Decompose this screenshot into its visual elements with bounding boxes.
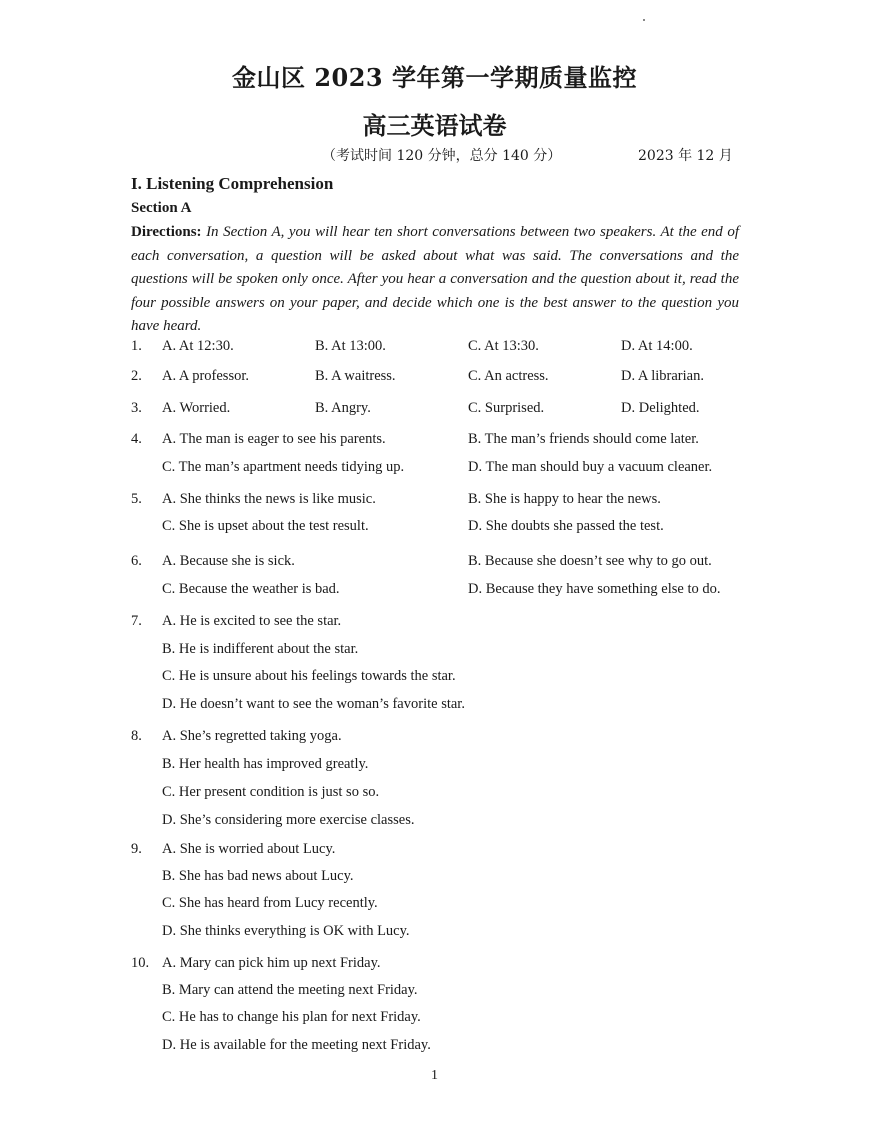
option-d: D. Delighted. [621, 400, 700, 416]
question-number: 8. [131, 728, 142, 744]
option-c: C. He is unsure about his feelings towards the star. [162, 668, 456, 684]
option-d: D. At 14:00. [621, 338, 693, 354]
option-c: C. He has to change his plan for next Friday. [162, 1009, 421, 1025]
question-number: 2. [131, 368, 142, 384]
option-d: D. She doubts she passed the test. [468, 518, 664, 534]
option-c: C. The man’s apartment needs tidying up. [162, 459, 405, 475]
option-a: A. At 12:30. [162, 338, 234, 354]
exam-date: 2023 年 12 月 [638, 148, 733, 164]
option-c: C. Her present condition is just so so. [162, 784, 380, 800]
option-d: D. Because they have something else to do. [468, 581, 721, 597]
exam-subtitle: 高三英语试卷 [362, 111, 507, 140]
exam-info: （考试时间 120 分钟，总分 140 分） [322, 148, 562, 164]
option-a: A. Because she is sick. [162, 553, 295, 569]
question-number: 5. [131, 491, 142, 507]
option-b: B. Angry. [315, 400, 371, 416]
directions-text: In Section A, you will hear ten short conversations between two speakers. At the end of each conversation, a question will be asked about what was said. The conversations and the questions will be spoken only once. After you hear a conversation and the question about it, read the four possible answers on your paper, and decide which one is the best answer to the question you have heard. [131, 224, 739, 334]
option-d: D. She’s considering more exercise classes. [162, 812, 415, 828]
directions-label: Directions: [131, 224, 202, 240]
question-number: 1. [131, 338, 142, 354]
option-b: B. He is indifferent about the star. [162, 641, 359, 657]
option-b: B. Mary can attend the meeting next Friday. [162, 982, 418, 998]
option-c: C. Surprised. [468, 400, 545, 416]
option-a: A. Worried. [162, 400, 231, 416]
option-c: C. An actress. [468, 368, 549, 384]
option-a: A. She’s regretted taking yoga. [162, 728, 342, 744]
option-a: A. She thinks the news is like music. [162, 491, 376, 507]
option-d: D. She thinks everything is OK with Lucy. [162, 923, 410, 939]
option-a: A. She is worried about Lucy. [162, 841, 336, 857]
option-b: B. At 13:00. [315, 338, 386, 354]
option-a: A. Mary can pick him up next Friday. [162, 955, 381, 971]
option-b: B. Her health has improved greatly. [162, 756, 369, 772]
option-a: A. The man is eager to see his parents. [162, 431, 386, 447]
option-d: D. He is available for the meeting next Friday. [162, 1037, 431, 1053]
option-d: D. A librarian. [621, 368, 704, 384]
option-c: C. She has heard from Lucy recently. [162, 895, 378, 911]
option-b: B. The man’s friends should come later. [468, 431, 699, 447]
question-number: 7. [131, 613, 142, 629]
question-number: 4. [131, 431, 142, 447]
question-number: 9. [131, 841, 142, 857]
scan-artifact-dot [643, 19, 645, 21]
option-b: B. Because she doesn’t see why to go out. [468, 553, 712, 569]
exam-title: 金山区 2023 学年第一学期质量监控 [231, 63, 637, 92]
directions [131, 221, 739, 339]
question-number: 10. [131, 955, 150, 971]
section-subheading: Section A [131, 200, 192, 216]
option-d: D. The man should buy a vacuum cleaner. [468, 459, 713, 475]
section-heading: I. Listening Comprehension [131, 174, 334, 193]
question-number: 6. [131, 553, 142, 569]
option-b: B. She is happy to hear the news. [468, 491, 661, 507]
option-b: B. A waitress. [315, 368, 396, 384]
option-c: C. Because the weather is bad. [162, 581, 340, 597]
question-number: 3. [131, 400, 142, 416]
option-c: C. She is upset about the test result. [162, 518, 369, 534]
option-c: C. At 13:30. [468, 338, 539, 354]
option-d: D. He doesn’t want to see the woman’s favorite star. [162, 696, 465, 712]
option-a: A. He is excited to see the star. [162, 613, 342, 629]
option-a: A. A professor. [162, 368, 249, 384]
page-number: 1 [431, 1068, 438, 1083]
option-b: B. She has bad news about Lucy. [162, 868, 354, 884]
